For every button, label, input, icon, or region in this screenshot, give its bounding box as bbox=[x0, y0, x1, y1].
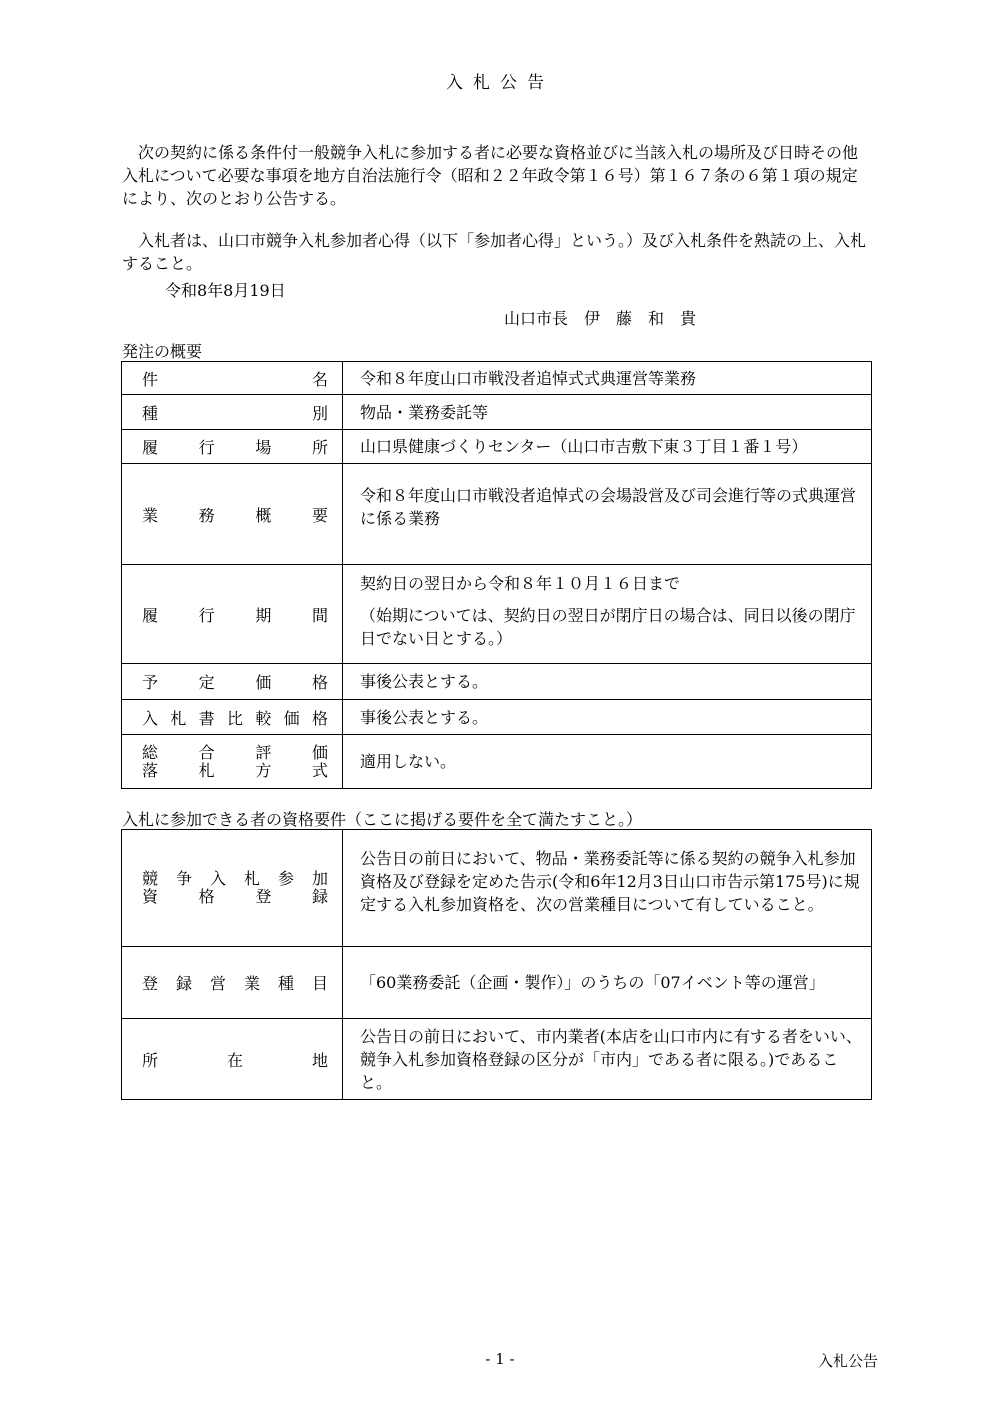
notice-paragraph: 入札者は、山口市競争入札参加者心得（以下「参加者心得」という。）及び入札条件を熟読の上、入札すること。 bbox=[122, 231, 867, 273]
row-value: 令和８年度山口市戦没者追悼式式典運営等業務 bbox=[343, 362, 872, 395]
table-row bbox=[122, 565, 872, 664]
notice-date: 令和8年8月19日 bbox=[165, 281, 286, 300]
row-value: 「60業務委託（企画・製作）」のうちの「07イベント等の運営」 bbox=[343, 947, 872, 1019]
row-label: 件名 bbox=[122, 362, 343, 395]
row-label: 履行場所 bbox=[122, 430, 343, 464]
table-row bbox=[122, 362, 872, 395]
row-value: 物品・業務委託等 bbox=[343, 395, 872, 430]
table-row bbox=[122, 735, 872, 789]
row-label: 入札書比較価格 bbox=[122, 700, 343, 735]
table-row bbox=[122, 1019, 872, 1100]
row-value: 公告日の前日において、物品・業務委託等に係る契約の競争入札参加資格及び登録を定めた告示(令和6年12月3日山口市告示第175号)に規定する入札参加資格を、次の営業種目について有していること。 bbox=[343, 830, 872, 947]
page-number: - 1 - bbox=[485, 1350, 515, 1368]
row-value: 事後公表とする。 bbox=[343, 664, 872, 700]
row-label: 種別 bbox=[122, 395, 343, 430]
row-label: 総合評価 落札方式 bbox=[122, 735, 343, 789]
overview-table bbox=[121, 361, 872, 789]
row-value: 山口県健康づくりセンター（山口市吉敷下東３丁目１番１号） bbox=[343, 430, 872, 464]
table-row bbox=[122, 464, 872, 565]
period-note: （始期については、契約日の翌日が閉庁日の場合は、同日以後の閉庁日でない日とする。） bbox=[360, 606, 856, 648]
signer: 山口市長 伊 藤 和 貴 bbox=[504, 309, 697, 328]
row-value: 適用しない。 bbox=[343, 735, 872, 789]
row-label: 履行期間 bbox=[122, 565, 343, 664]
table-row bbox=[122, 700, 872, 735]
row-label: 予定価格 bbox=[122, 664, 343, 700]
table-row bbox=[122, 947, 872, 1019]
page-title: 入札公告 bbox=[446, 73, 554, 93]
row-value: 令和８年度山口市戦没者追悼式の会場設営及び司会進行等の式典運営に係る業務 bbox=[343, 464, 872, 565]
intro-paragraph: 次の契約に係る条件付一般競争入札に参加する者に必要な資格並びに当該入札の場所及び日時その他入札について必要な事項を地方自治法施行令（昭和２２年政令第１６号）第１６７条の６第１項の規定により、次のとおり公告する。 bbox=[122, 143, 859, 208]
row-label: 競争入札参加 資格登録 bbox=[122, 830, 343, 947]
footer-label: 入札公告 bbox=[818, 1352, 879, 1370]
section-heading-overview: 発注の概要 bbox=[122, 342, 203, 361]
row-label: 業務概要 bbox=[122, 464, 343, 565]
table-row bbox=[122, 830, 872, 947]
row-value: 事後公表とする。 bbox=[343, 700, 872, 735]
row-value bbox=[343, 565, 872, 664]
qualifications-table bbox=[121, 829, 872, 1100]
table-row bbox=[122, 395, 872, 430]
row-label: 登録営業種目 bbox=[122, 947, 343, 1019]
section-heading-qualifications: 入札に参加できる者の資格要件（ここに掲げる要件を全て満たすこと。） bbox=[122, 810, 643, 829]
row-label: 所在地 bbox=[122, 1019, 343, 1100]
period-text: 契約日の翌日から令和８年１０月１６日まで bbox=[360, 574, 681, 593]
table-row bbox=[122, 430, 872, 464]
table-row bbox=[122, 664, 872, 700]
row-value: 公告日の前日において、市内業者(本店を山口市内に有する者をいい、競争入札参加資格登録の区分が「市内」である者に限る。)であること。 bbox=[343, 1019, 872, 1100]
